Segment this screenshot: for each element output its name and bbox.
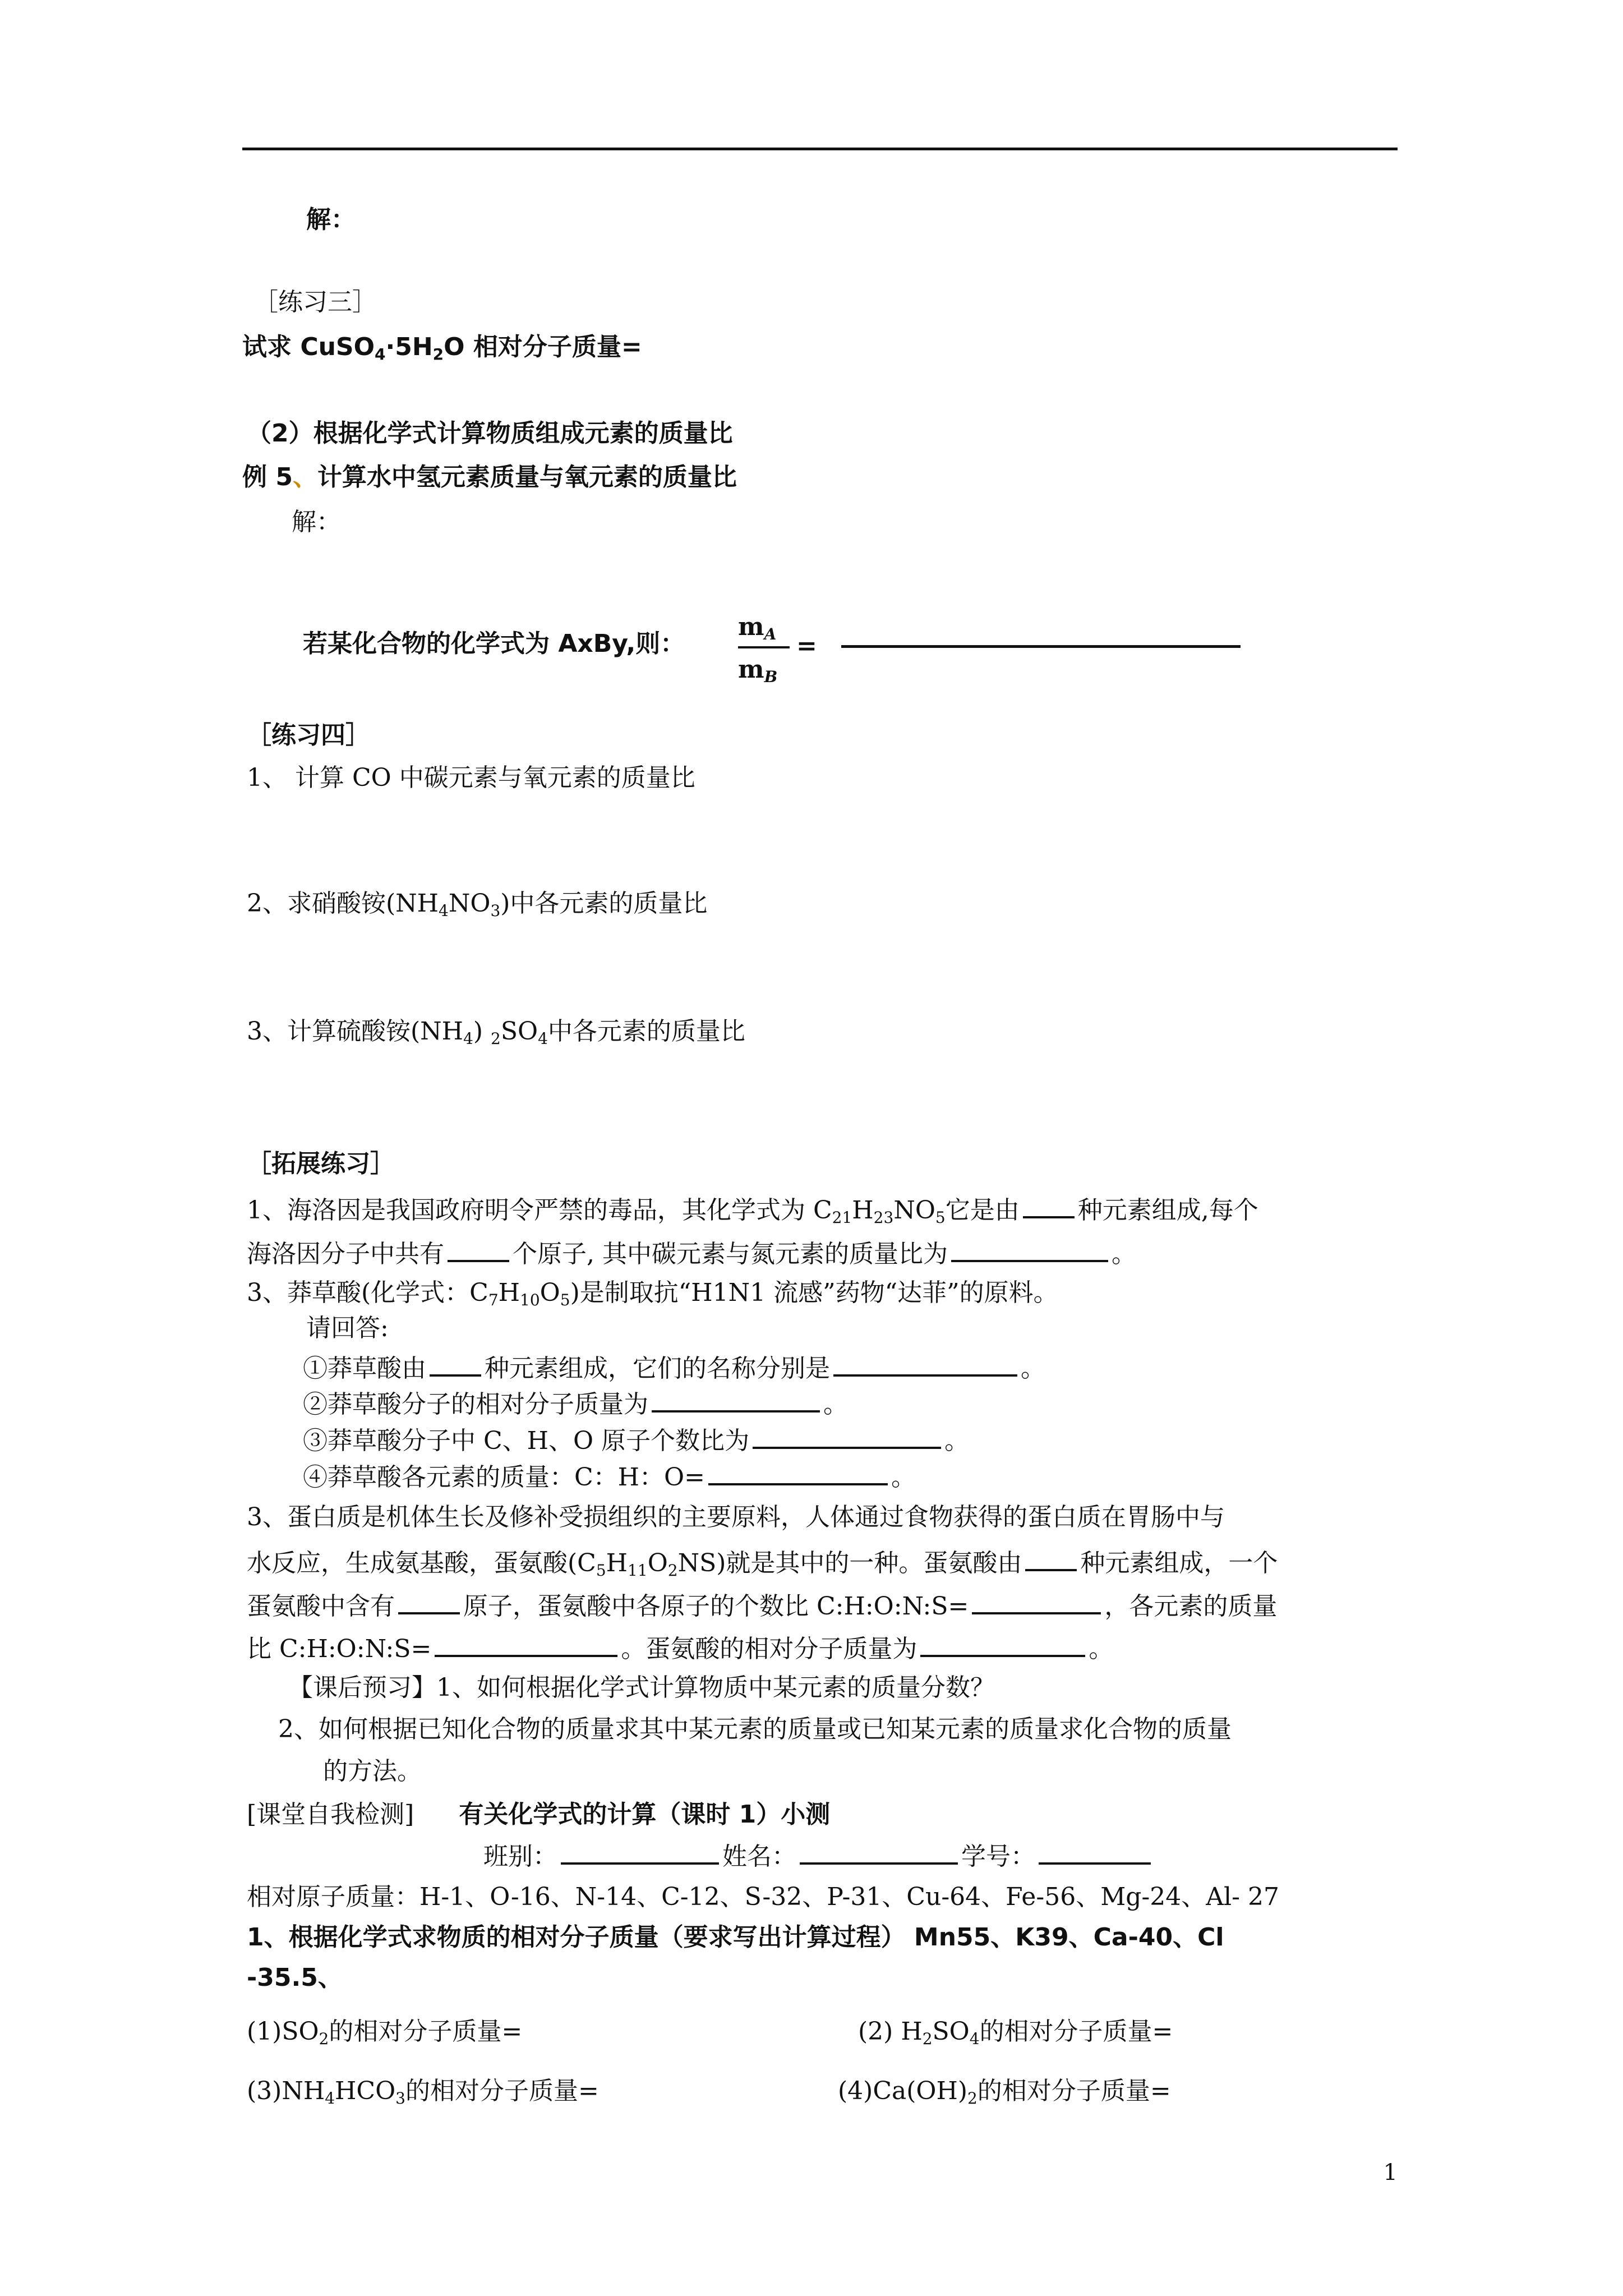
answer-blank[interactable]	[833, 1350, 1017, 1377]
answer-blank[interactable]	[430, 1350, 481, 1377]
student-info-line: 班别： 姓名： 学号：	[483, 1838, 1154, 1872]
section-2-title: （2）根据化学式计算物质组成元素的质量比	[247, 419, 733, 448]
exercise-4-q2: 2、求硝酸铵$(NH_4NO_3)$中各元素的质量比	[247, 889, 708, 920]
answer-blank[interactable]	[708, 1458, 888, 1485]
preview-line2: 2、如何根据已知化合物的质量求其中某元素的质量或已知某元素的质量求化合物的质量	[278, 1715, 1232, 1743]
extension-q3a-prompt: 请回答:	[306, 1314, 389, 1342]
extension-q3a-item3: ③莽草酸分子中 C、H、O 原子个数比为 。	[303, 1422, 969, 1457]
answer-blank[interactable]	[920, 1630, 1085, 1657]
extension-q3b-line1: 3、蛋白质是机体生长及修补受损组织的主要原料，人体通过食物获得的蛋白质在胃肠中与	[247, 1503, 1225, 1531]
exercise-4-q3: 3、计算硫酸铵$(NH_4)$ $_2SO_4$中各元素的质量比	[247, 1017, 745, 1048]
preview-line1: 【课后预习】1、如何根据化学式计算物质中某元素的质量分数？	[288, 1673, 995, 1702]
solution-label-1: 解：	[306, 205, 356, 234]
answer-blank[interactable]	[1025, 1544, 1077, 1571]
extension-q3b-line3: 蛋氨酸中含有 原子，蛋氨酸中各原子的个数比 C:H:O:N:S= ，各元素的质量	[247, 1588, 1277, 1622]
answer-blank[interactable]	[398, 1588, 460, 1614]
question-1-sub2: (2) $H_2SO_4$的相对分子质量=	[858, 2017, 1173, 2048]
self-check-heading: [课堂自我检测] 有关化学式的计算（课时 1）小测	[247, 1800, 831, 1829]
extension-q3b-line2: 水反应，生成氨基酸，蛋氨酸$(C_5H_{11}O_2NS)$就是其中的一种。蛋氨酸由 种元素组成，一个	[247, 1544, 1278, 1579]
solution-label-2: 解：	[292, 508, 341, 536]
extension-q3b-line4: 比 C:H:O:N:S= 。蛋氨酸的相对分子质量为 。	[247, 1630, 1113, 1665]
header-rule	[242, 148, 1398, 150]
student-number-field[interactable]	[1039, 1838, 1151, 1865]
answer-blank[interactable]	[652, 1386, 820, 1412]
question-1-sub1: $(1)SO_2$的相对分子质量=	[247, 2017, 523, 2048]
exercise-4-q1: 1、 计算 CO 中碳元素与氧元素的质量比	[247, 763, 695, 792]
extension-q3a-line1: 3、莽草酸(化学式：$C_7H_{10}O_5$)是制取抗“H1N1 流感”药物“达菲”的原料。	[247, 1278, 1058, 1309]
extension-q3a-item2: ②莽草酸分子的相对分子质量为 。	[303, 1386, 848, 1420]
axby-statement: 若某化合物的化学式为 AxBy,则：	[303, 629, 685, 658]
atomic-mass-list: 相对原子质量：H-1、O-16、N-14、C-12、S-32、P-31、Cu-64、Fe-56、Mg-24、Al- 27	[247, 1883, 1279, 1911]
extension-q3a-item1: ①莽草酸由 种元素组成，它们的名称分别是 。	[303, 1350, 1045, 1384]
name-field[interactable]	[800, 1838, 958, 1865]
example-5: 例 5、计算水中氢元素质量与氧元素的质量比	[242, 463, 737, 491]
exercise-4-title: ［练习四］	[247, 721, 370, 749]
answer-blank[interactable]	[435, 1630, 617, 1657]
page-number: 1	[1383, 2160, 1398, 2185]
extension-q1-line1: 1、海洛因是我国政府明令严禁的毒品，其化学式为 $C_{21}H_{23}NO_5$它是由 种元素组成,每个	[247, 1191, 1258, 1226]
answer-blank[interactable]	[753, 1422, 941, 1449]
extension-q1-line2: 海洛因分子中共有 个原子, 其中碳元素与氮元素的质量比为 。	[247, 1235, 1136, 1270]
class-field[interactable]	[561, 1838, 719, 1865]
question-1-sub3: $(3)NH_4HCO_3$的相对分子质量=	[247, 2077, 599, 2108]
answer-blank[interactable]	[448, 1235, 509, 1262]
exercise-3-title: ［练习三］	[253, 288, 377, 316]
preview-line3: 的方法。	[323, 1757, 422, 1786]
answer-blank-ratio	[841, 645, 1241, 648]
answer-blank[interactable]	[972, 1588, 1101, 1614]
answer-blank[interactable]	[951, 1235, 1108, 1262]
exercise-3-question: 试求 $CuSO_4\cdot 5H_2O$ 相对分子质量=	[242, 333, 642, 364]
question-1-line1: 1、根据化学式求物质的相对分子质量（要求写出计算过程） Mn55、K39、Ca-40、Cl	[247, 1923, 1224, 1952]
extension-title: ［拓展练习］	[247, 1149, 395, 1178]
question-1-line2: -35.5、	[247, 1963, 343, 1992]
extension-q3a-item4: ④莽草酸各元素的质量：C：H：O= 。	[303, 1458, 916, 1493]
answer-blank[interactable]	[1023, 1191, 1075, 1218]
question-1-sub4: $(4)Ca(OH)_2$的相对分子质量=	[838, 2077, 1171, 2108]
